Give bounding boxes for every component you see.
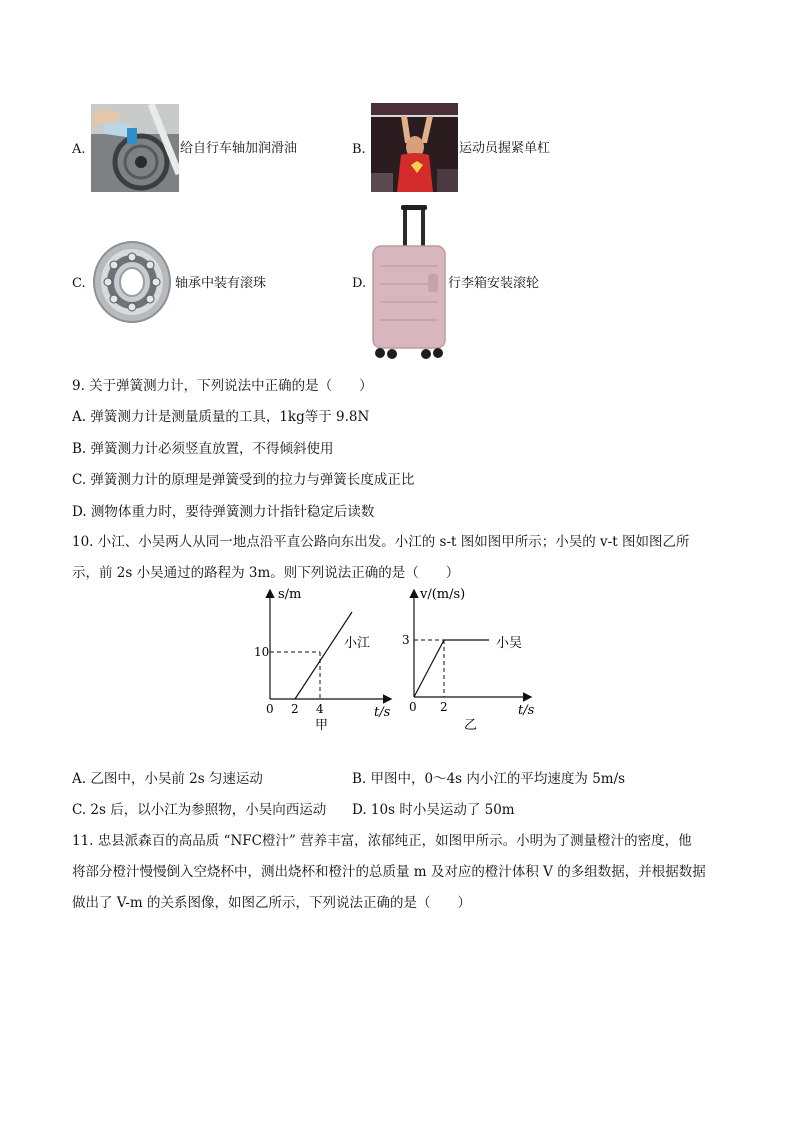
gymnast-high-bar-image <box>371 103 458 192</box>
q9-option-d: D. 测物体重力时，要待弹簧测力计指针稳定后读数 <box>72 504 375 520</box>
q10-stem-line1: 10. 小江、小吴两人从同一地点沿平直公路向东出发。小江的 s-t 图如图甲所示；小吴的 v-t 图如图乙所 <box>72 534 690 550</box>
q11-line1: 11. 忠县派森百的高品质 “NFC橙汁” 营养丰富，浓郁纯正，如图甲所示。小明为了测量橙汁的密度，他 <box>72 833 692 849</box>
q11-line2: 将部分橙汁慢慢倒入空烧杯中，测出烧杯和橙汁的总质量 m 及对应的橙汁体积 V 的多组数据，并根据数据 <box>72 864 706 880</box>
option-b-letter: B. <box>352 142 366 157</box>
q11-line3: 做出了 V-m 的关系图像，如图乙所示，下列说法正确的是（ ） <box>72 895 471 911</box>
jia-origin: 0 <box>266 702 274 716</box>
option-b-text: 运动员握紧单杠 <box>459 141 551 156</box>
option-a-text: 给自行车轴加润滑油 <box>180 141 298 156</box>
jia-x-tick-4: 4 <box>316 702 324 716</box>
yi-series-line-xiaowu <box>414 640 489 697</box>
graph-jia <box>250 585 400 735</box>
jia-caption: 甲 <box>315 718 329 733</box>
yi-y-tick-3: 3 <box>402 633 410 647</box>
yi-y-label: v/(m/s) <box>420 587 466 602</box>
q9-stem: 9. 关于弹簧测力计，下列说法中正确的是（ ） <box>72 378 373 394</box>
q9-option-a: A. 弹簧测力计是测量质量的工具，1kg等于 9.8N <box>72 409 370 425</box>
yi-x-tick-2: 2 <box>440 700 448 714</box>
yi-origin: 0 <box>409 700 417 714</box>
jia-line-label: 小江 <box>344 636 371 651</box>
ball-bearing-image <box>90 238 175 326</box>
yi-x-label: t/s <box>518 703 535 718</box>
option-a-letter: A. <box>72 142 86 157</box>
q10-option-c: C. 2s 后，以小江为参照物，小吴向西运动 <box>72 802 327 818</box>
yi-line-label: 小吴 <box>496 636 523 651</box>
q10-option-a: A. 乙图中，小吴前 2s 匀速运动 <box>72 771 263 787</box>
q9-option-b: B. 弹簧测力计必须竖直放置，不得倾斜使用 <box>72 441 334 457</box>
jia-y-tick-10: 10 <box>254 645 270 659</box>
suitcase-image <box>370 204 448 360</box>
jia-y-label: s/m <box>278 587 302 602</box>
option-d-letter: D. <box>352 276 367 291</box>
yi-caption: 乙 <box>464 718 478 733</box>
jia-series-line-xiaojiang <box>295 612 352 699</box>
q9-option-c: C. 弹簧测力计的原理是弹簧受到的拉力与弹簧长度成正比 <box>72 472 415 488</box>
bicycle-lubrication-image <box>91 104 179 192</box>
jia-x-label: t/s <box>374 705 391 720</box>
option-d-text: 行李箱安装滚轮 <box>448 276 540 291</box>
q10-option-d: D. 10s 时小吴运动了 50m <box>352 802 515 818</box>
q10-stem-line2: 示，前 2s 小吴通过的路程为 3m。则下列说法正确的是（ ） <box>72 565 460 581</box>
option-c-letter: C. <box>72 276 86 291</box>
graph-yi <box>392 585 542 735</box>
jia-x-tick-2: 2 <box>291 702 299 716</box>
q10-option-b: B. 甲图中，0～4s 内小江的平均速度为 5m/s <box>352 771 626 787</box>
option-c-text: 轴承中装有滚珠 <box>175 276 267 291</box>
